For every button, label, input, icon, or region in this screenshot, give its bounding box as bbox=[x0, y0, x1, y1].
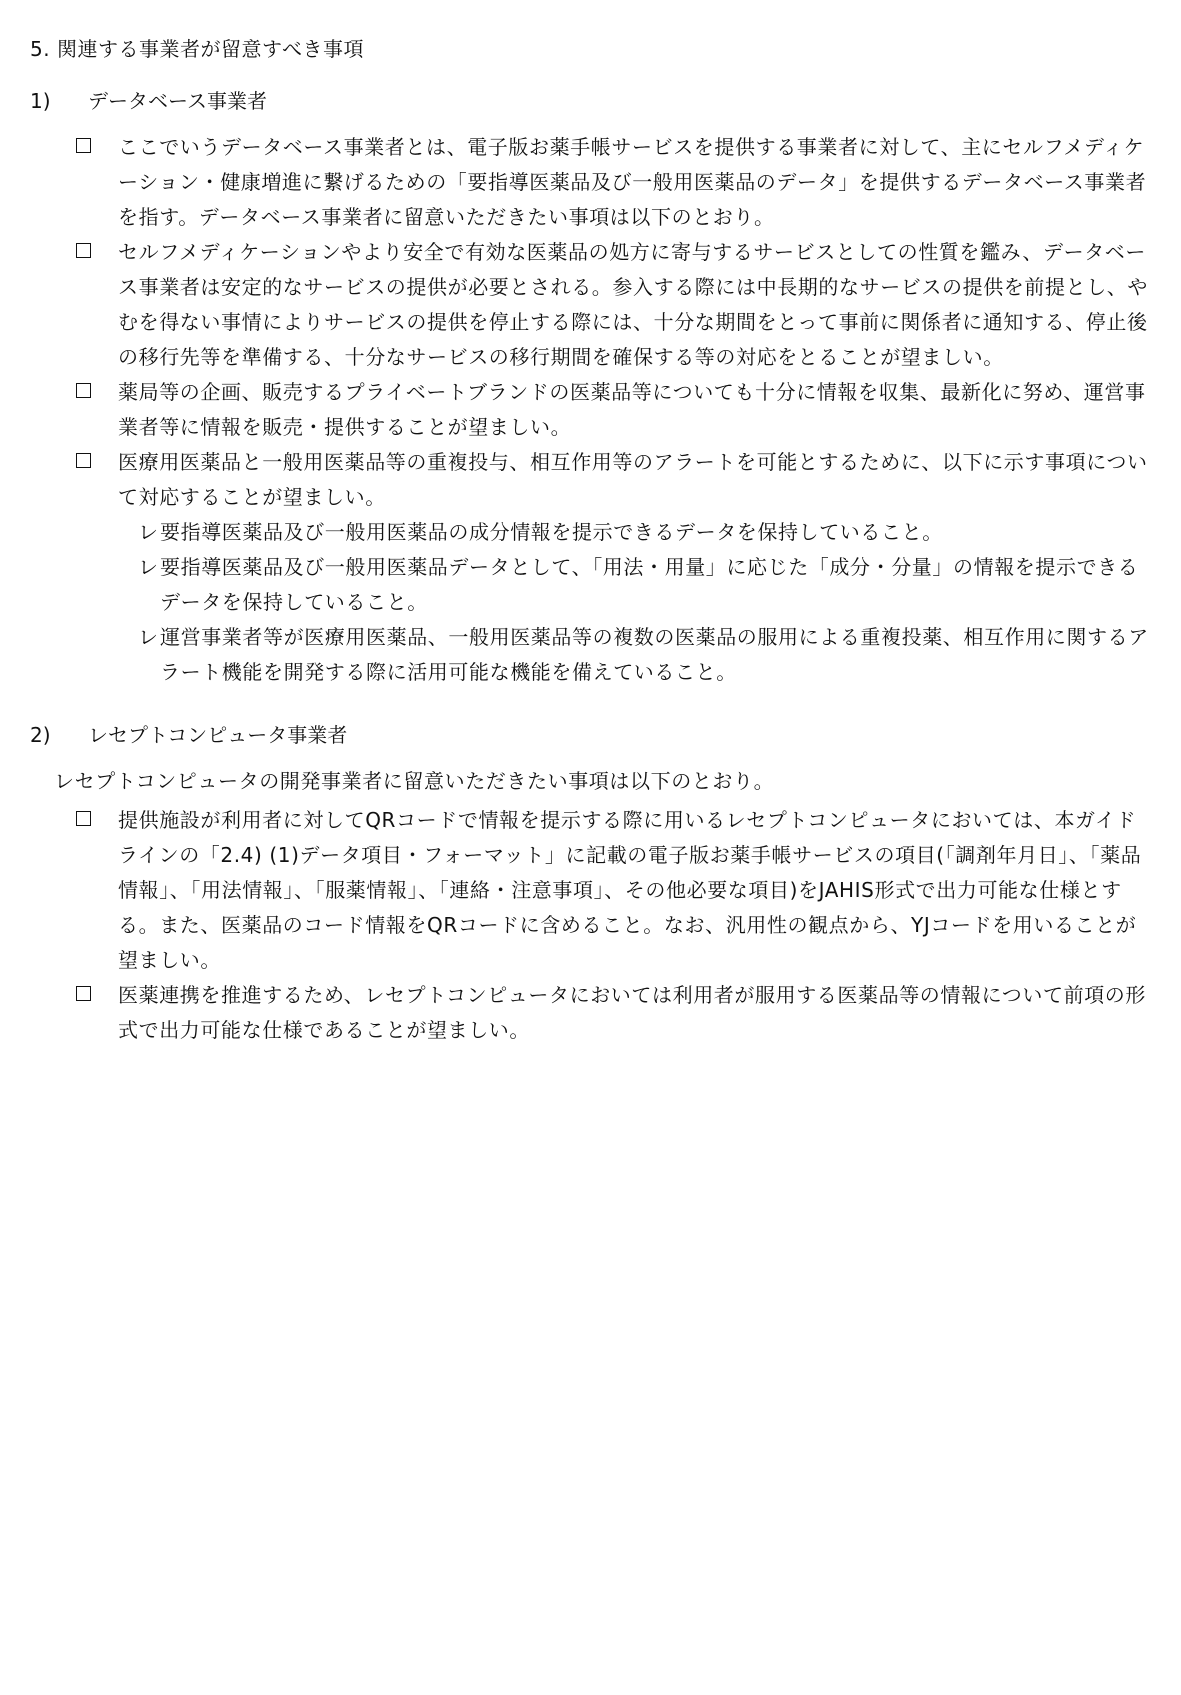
sub-list-item bbox=[138, 620, 1151, 690]
check-mark-icon: レ bbox=[138, 520, 159, 544]
item-text: ここでいうデータベース事業者とは、電子版お薬手帳サービスを提供する事業者に対して、主にセルフメディケーション・健康増進に繋げるための「要指導医薬品及び一般用医薬品のデータ」を提供するデータベース事業者を指す。データベース事業者に留意いただきたい事項は以下のとおり。 bbox=[118, 135, 1147, 229]
checkbox-icon bbox=[76, 383, 91, 398]
item-text: 薬局等の企画、販売するプライベートブランドの医薬品等についても十分に情報を収集、最新化に努め、運営事業者等に情報を販売・提供することが望ましい。 bbox=[118, 380, 1146, 439]
sub-item-text: 要指導医薬品及び一般用医薬品データとして、「用法・用量」に応じた「成分・分量」の情報を提示できるデータを保持していること。 bbox=[160, 555, 1139, 614]
intro-text: レセプトコンピュータの開発事業者に留意いただきたい事項は以下のとおり。 bbox=[54, 769, 775, 793]
checkbox-icon bbox=[76, 243, 91, 258]
item-text: 医薬連携を推進するため、レセプトコンピュータにおいては利用者が服用する医薬品等の情報について前項の形式で出力可能な仕様であることが望ましい。 bbox=[118, 983, 1146, 1042]
list-item bbox=[30, 130, 1151, 235]
list-item bbox=[30, 445, 1151, 690]
subheading-receipt-computer bbox=[30, 720, 1151, 750]
receipt-items-list bbox=[30, 803, 1151, 1048]
section-title: 5. 関連する事業者が留意すべき事項 bbox=[30, 37, 365, 61]
check-mark-icon: レ bbox=[138, 555, 159, 579]
list-item bbox=[30, 375, 1151, 445]
checkbox-icon bbox=[76, 138, 91, 153]
list-item bbox=[30, 235, 1151, 375]
item-text: 医療用医薬品と一般用医薬品等の重複投与、相互作用等のアラートを可能とするために、以下に示す事項について対応することが望ましい。 bbox=[118, 450, 1148, 509]
sub-list-item bbox=[138, 515, 1151, 550]
list-item bbox=[30, 978, 1151, 1048]
sub-list-item bbox=[138, 550, 1151, 620]
database-items-list bbox=[30, 130, 1151, 690]
check-mark-icon: レ bbox=[138, 625, 159, 649]
subheading-database bbox=[30, 86, 1151, 116]
checkbox-icon bbox=[76, 986, 91, 1001]
item-text: セルフメディケーションやより安全で有効な医薬品の処方に寄与するサービスとしての性質を鑑み、データベース事業者は安定的なサービスの提供が必要とされる。参入する際には中長期的なサービスの提供を前提とし、やむを得ない事情によりサービスの提供を停止する際には、十分な期間をとって事前に関係者に通知する、停止後の移行先等を準備する、十分なサービスの移行期間を確保する等の対応をとることが望ましい。 bbox=[118, 240, 1148, 369]
spacer bbox=[30, 690, 1151, 720]
subheading-number: 2) bbox=[30, 723, 51, 747]
item-text: 提供施設が利用者に対してQRコードで情報を提示する際に用いるレセプトコンピュータにおいては、本ガイドラインの「2.4) (1)データ項目・フォーマット」に記載の電子版お薬手帳サービスの項目(「調剤年月日」、「薬品情報」、「用法情報」、「服薬情報」、「連絡・注意事項」、その他必要な項目)をJAHIS形式で出力可能な仕様とする。また、医薬品のコード情報をQRコードに含めること。なお、汎用性の観点から、YJコードを用いることが望ましい。 bbox=[118, 808, 1142, 972]
sub-item-text: 要指導医薬品及び一般用医薬品の成分情報を提示できるデータを保持していること。 bbox=[160, 520, 943, 544]
subheading-number: 1) bbox=[30, 89, 51, 113]
subheading-title: データベース事業者 bbox=[88, 89, 267, 113]
checkbox-icon bbox=[76, 453, 91, 468]
list-item bbox=[30, 803, 1151, 978]
checkbox-icon bbox=[76, 811, 91, 826]
subheading-title: レセプトコンピュータ事業者 bbox=[88, 723, 348, 747]
sub-list bbox=[118, 515, 1151, 690]
sub-item-text: 運営事業者等が医療用医薬品、一般用医薬品等の複数の医薬品の服用による重複投薬、相互作用に関するアラート機能を開発する際に活用可能な機能を備えていること。 bbox=[160, 625, 1149, 684]
